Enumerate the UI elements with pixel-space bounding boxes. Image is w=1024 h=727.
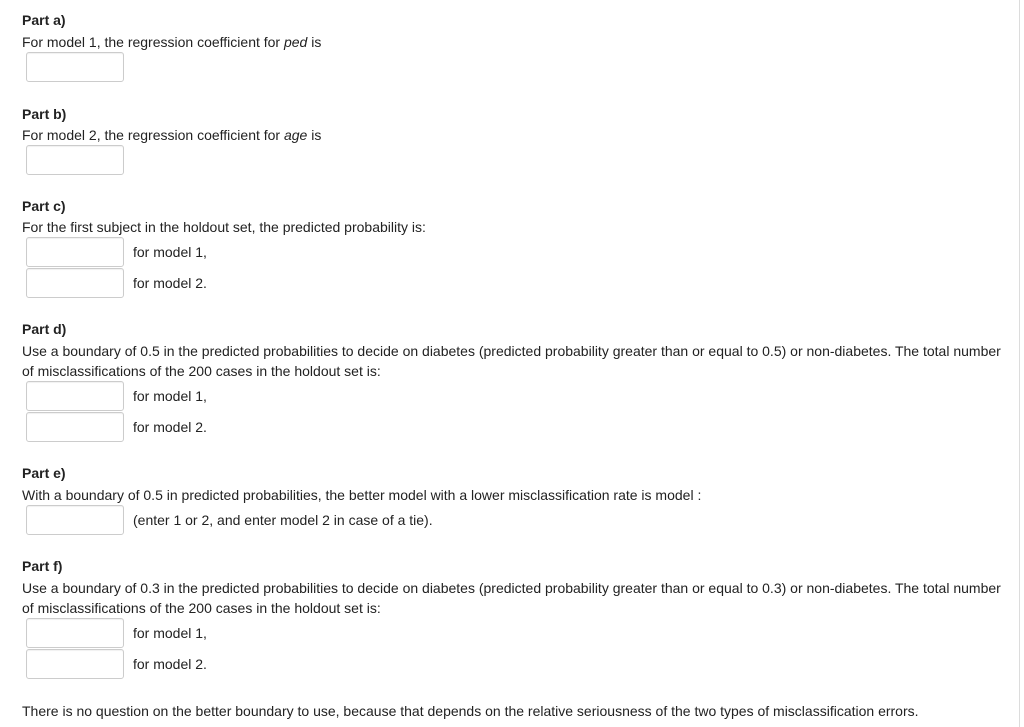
part-e-title: Part e): [22, 465, 66, 481]
part-f-model1-input[interactable]: [26, 618, 124, 648]
part-e-answer-input[interactable]: [26, 505, 124, 535]
part-e-hint: (enter 1 or 2, and enter model 2 in case of a tie).: [133, 512, 433, 528]
part-d-model1-label: for model 1,: [133, 388, 207, 404]
part-b-question: For model 2, the regression coefficient for age is: [22, 127, 322, 143]
part-f-question: Use a boundary of 0.3 in the predicted probabilities to decide on diabetes (predicted probability greater than or equal to 0.3) or non-diabetes. The total number of misclassifications of the 200 cases in the holdout set is:: [22, 580, 1001, 616]
part-a-variable: ped: [283, 34, 308, 50]
part-c-title: Part c): [22, 198, 66, 214]
part-d-question: Use a boundary of 0.5 in the predicted probabilities to decide on diabetes (predicted probability greater than or equal to 0.5) or non-diabetes. The total number of misclassifications of the 200 cases in the holdout set is:: [22, 343, 1001, 379]
part-f-model2-input[interactable]: [26, 649, 124, 679]
footer-note: There is no question on the better boundary to use, because that depends on the relative seriousness of the two types of misclassification errors.: [22, 703, 919, 719]
part-d-model2-label: for model 2.: [133, 419, 207, 435]
part-d-title: Part d): [22, 321, 67, 337]
part-d-model1-input[interactable]: [26, 381, 124, 411]
part-b-title: Part b): [22, 106, 67, 122]
part-a-question: For model 1, the regression coefficient for ped is: [22, 34, 322, 50]
part-a-answer-input[interactable]: [26, 52, 124, 82]
part-d-model2-input[interactable]: [26, 412, 124, 442]
part-f-title: Part f): [22, 558, 63, 574]
part-c-question: For the first subject in the holdout set, the predicted probability is:: [22, 219, 426, 235]
part-a-title: Part a): [22, 12, 66, 28]
part-f-model2-label: for model 2.: [133, 656, 207, 672]
part-b-variable: age: [283, 127, 308, 143]
part-f-model1-label: for model 1,: [133, 625, 207, 641]
part-c-model2-label: for model 2.: [133, 275, 207, 291]
part-c-model1-input[interactable]: [26, 237, 124, 267]
part-c-model1-label: for model 1,: [133, 244, 207, 260]
part-e-question: With a boundary of 0.5 in predicted probabilities, the better model with a lower misclassification rate is model :: [22, 487, 702, 503]
part-b-answer-input[interactable]: [26, 145, 124, 175]
part-c-model2-input[interactable]: [26, 268, 124, 298]
